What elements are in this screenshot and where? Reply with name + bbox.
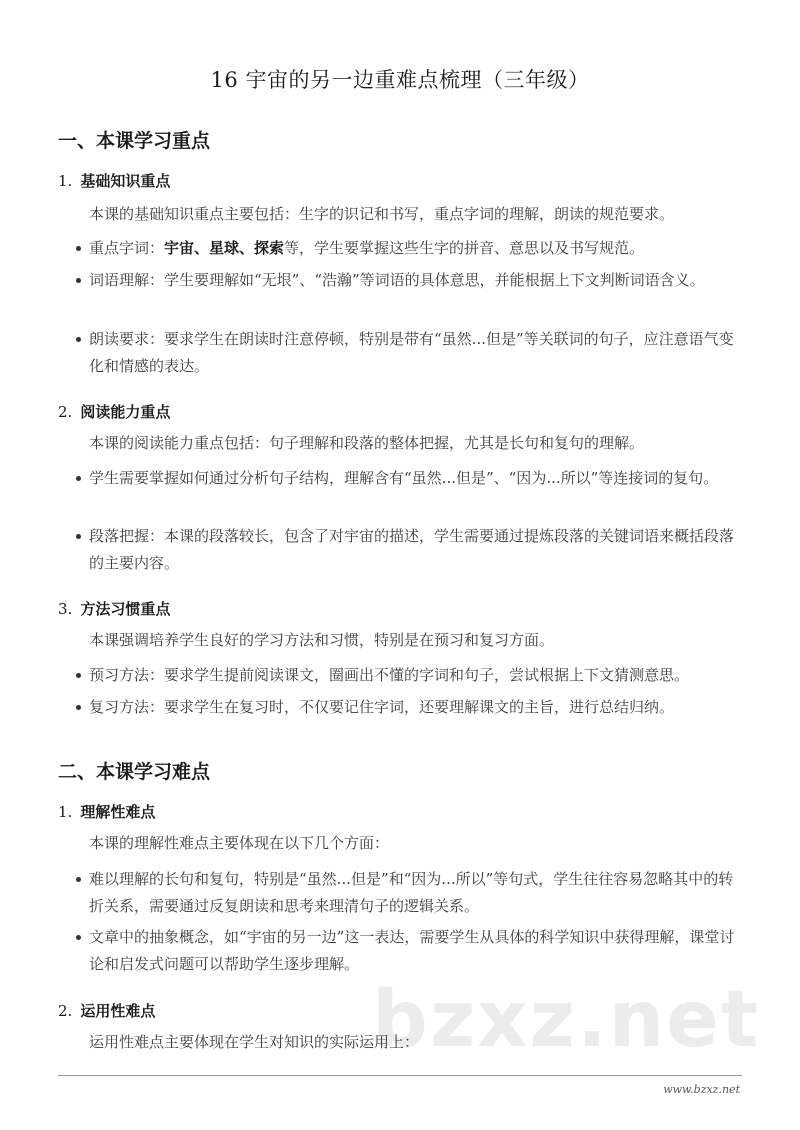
list-item [76, 662, 746, 689]
subsection-title: 基础知识重点 [80, 172, 171, 190]
list-item [76, 326, 746, 380]
paragraph: 本课的理解性难点主要体现在以下几个方面： [89, 834, 390, 852]
list-item [76, 465, 746, 492]
bullet-text: 段落把握：本课的段落较长，包含了对宇宙的描述，学生需要通过提炼段落的关键词语来概括段落的主要内容。 [89, 527, 735, 572]
paragraph: 本课强调培养学生良好的学习方法和习惯，特别是在预习和复习方面。 [89, 631, 555, 649]
subsection-heading [58, 170, 170, 191]
bullet-prefix: 重点字词： [89, 239, 165, 257]
footer-divider [58, 1075, 742, 1076]
list-item [76, 694, 746, 721]
subsection-title: 阅读能力重点 [80, 403, 171, 421]
subsection-number: 2. [58, 1002, 73, 1020]
bullet-text: 词语理解：学生要理解如“无垠”、“浩瀚”等词语的具体意思，并能根据上下文判断词语含义。 [89, 271, 705, 289]
subsection-title: 理解性难点 [80, 803, 156, 821]
subsection-title: 运用性难点 [80, 1002, 156, 1020]
list-item [76, 235, 746, 262]
list-item [76, 866, 746, 920]
subsection-number: 1. [58, 172, 73, 190]
bullet-icon [76, 705, 81, 710]
bullet-icon [76, 673, 81, 678]
bullet-icon [76, 278, 81, 283]
list-item [76, 924, 746, 978]
paragraph: 运用性难点主要体现在学生对知识的实际运用上： [89, 1033, 420, 1051]
subsection-title: 方法习惯重点 [80, 600, 171, 618]
bullet-icon [76, 935, 81, 940]
bullet-text: 预习方法：要求学生提前阅读课文，圈画出不懂的字词和句子，尝试根据上下文猜测意思。 [89, 666, 690, 684]
bullet-icon [76, 337, 81, 342]
bullet-icon [76, 877, 81, 882]
subsection-number: 1. [58, 803, 73, 821]
list-item [76, 267, 746, 294]
bullet-icon [76, 534, 81, 539]
page-title: 16 宇宙的另一边重难点梳理（三年级） [210, 68, 590, 92]
subsection-number: 2. [58, 403, 73, 421]
footer-url: www.bzxz.net [663, 1083, 740, 1096]
bullet-text: 朗读要求：要求学生在朗读时注意停顿，特别是带有“虽然...但是”等关联词的句子，应注意语气变化和情感的表达。 [89, 330, 734, 375]
paragraph: 本课的阅读能力重点包括：句子理解和段落的整体把握，尤其是长句和复句的理解。 [89, 434, 645, 452]
bold-keywords: 宇宙、星球、探索 [164, 239, 285, 257]
subsection-heading [58, 401, 170, 422]
bullet-rest: 等，学生要掌握这些生字的拼音、意思以及书写规范。 [284, 239, 645, 257]
list-item [76, 523, 746, 577]
subsection-number: 3. [58, 600, 73, 618]
bullet-icon [76, 476, 81, 481]
section-heading: 二、本课学习难点 [58, 761, 211, 783]
subsection-heading [58, 801, 155, 822]
paragraph: 本课的基础知识重点主要包括：生字的识记和书写，重点字词的理解，朗读的规范要求。 [89, 205, 675, 223]
bullet-icon [76, 246, 81, 251]
bullet-text: 难以理解的长句和复句，特别是“虽然...但是”和“因为...所以”等句式，学生往往容易忽略其中的转折关系，需要通过反复朗读和思考来理清句子的逻辑关系。 [89, 870, 734, 915]
bullet-text: 复习方法：要求学生在复习时，不仅要记住字词，还要理解课文的主旨，进行总结归纳。 [89, 698, 675, 716]
bullet-text: 文章中的抽象概念，如“宇宙的另一边”这一表达，需要学生从具体的科学知识中获得理解，课堂讨论和启发式问题可以帮助学生逐步理解。 [89, 928, 735, 973]
subsection-heading [58, 1000, 155, 1021]
subsection-heading [58, 598, 170, 619]
section-heading: 一、本课学习重点 [58, 130, 211, 152]
watermark: bzxz.net [372, 975, 761, 1065]
bullet-text: 学生需要掌握如何通过分析句子结构，理解含有“虽然...但是”、“因为...所以”等连接词的复句。 [89, 469, 719, 487]
